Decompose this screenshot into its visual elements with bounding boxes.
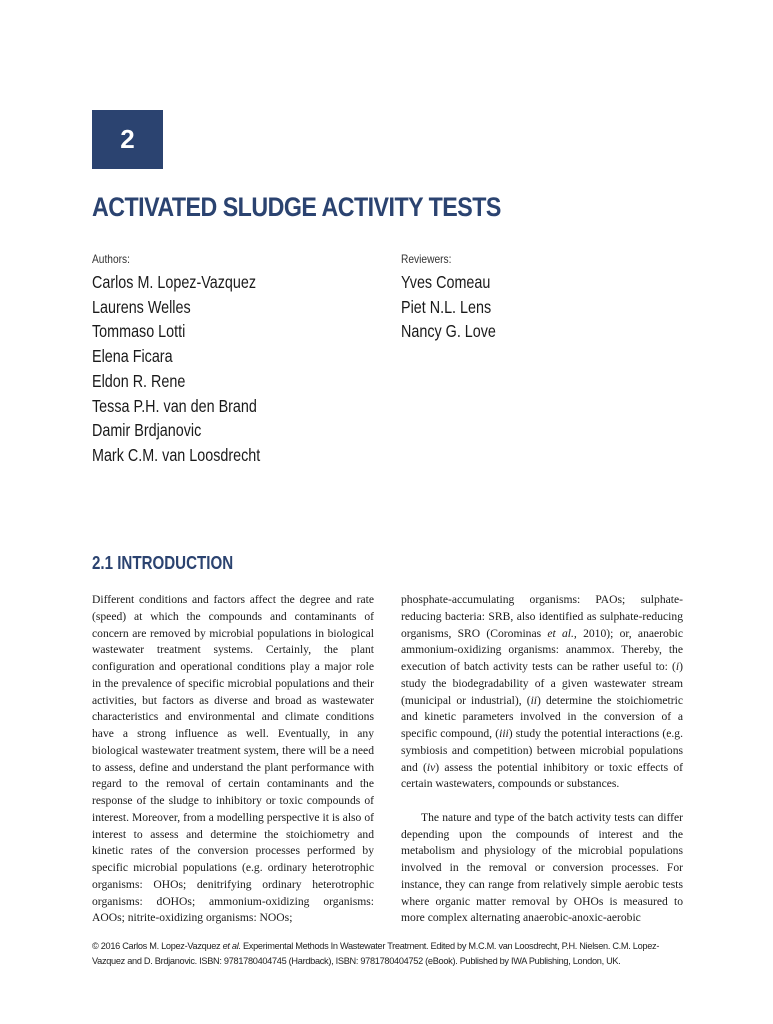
roman-numeral: iii — [499, 727, 509, 740]
roman-numeral: iv — [426, 760, 436, 774]
footer-text: © 2016 Carlos M. Lopez-Vazquez — [92, 941, 223, 951]
section-heading: 2.1 INTRODUCTION — [92, 553, 234, 573]
author-name: Elena Ficara — [92, 346, 173, 367]
authors-label: Authors: — [92, 252, 130, 266]
chapter-number-box — [92, 110, 163, 169]
roman-numeral: i — [675, 660, 680, 673]
body-paragraph — [401, 592, 683, 793]
author-name: Mark C.M. van Loosdrecht — [92, 444, 261, 465]
author-name: Tessa P.H. van den Brand — [92, 395, 257, 416]
text-run: 2010); or, anaerobic ammonium-oxidizing organisms: anammox. Thereby, the execution of batch activity tests can be rather useful to: ( — [401, 626, 683, 673]
authors-list — [92, 252, 297, 468]
author-name: Eldon R. Rene — [92, 370, 186, 391]
author-name: Laurens Welles — [92, 296, 191, 317]
author-name: Tommaso Lotti — [92, 321, 186, 342]
reviewer-name: Nancy G. Love — [401, 321, 496, 342]
body-paragraph: Different conditions and factors affect the degree and rate (speed) at which the compounds and contaminants of concern are removed by microbial populations in biological wastewater treatment systems. Certainly, the plant configuration and operational conditions play a major role in the prevalence of specific microbial populations and their activities, but factors as diverse and broad as wastewater characteristics and environmental and climate conditions have a strong influence as well. Eventually, in any biological wastewater treatment system, there will be a need to assess, define and understand the plant performance with regard to the removal of certain contaminants and the response of the sludge to inhibitory or toxic compounds of interest. Moreover, from a modelling perspective it is also of interest to assess and determine the stoichiometry and kinetic rates of the conversion processes performed by specific microbial populations (e.g. ordinary heterotrophic organisms: OHOs; denitrifying ordinary heterotrophic organisms: dOHOs; ammonium-oxidizing organisms: AOOs; nitrite-oxidizing organisms: NOOs; — [92, 593, 374, 925]
text-run: ) study the biodegradability of a given wastewater stream (municipal or industrial), ( — [401, 660, 683, 707]
reviewers-list — [401, 252, 517, 344]
author-name: Carlos M. Lopez-Vazquez — [92, 272, 257, 292]
text-run: ) study the potential interactions (e.g. symbiosis and competition) between microbial populations and ( — [401, 727, 683, 774]
footer-et-al: et al. — [222, 941, 241, 951]
body-column-left — [92, 592, 374, 927]
reviewer-name: Piet N.L. Lens — [401, 296, 492, 317]
author-name: Damir Brdjanovic — [92, 420, 202, 441]
text-run: ) assess the potential inhibitory or toxic effects of certain wastewaters, compounds or substances. — [401, 760, 683, 791]
chapter-number: 2 — [120, 124, 135, 154]
roman-numeral: ii — [530, 693, 538, 707]
body-column-right — [401, 592, 683, 927]
chapter-title: ACTIVATED SLUDGE ACTIVITY TESTS — [92, 192, 501, 222]
et-al-italic: et al., — [547, 626, 577, 640]
reviewer-name: Yves Comeau — [401, 272, 491, 292]
text-run: phosphate-accumulating organisms: PAOs; sulphate-reducing bacteria: SRB, also identified as sulphate-reducing organisms, SRO (Corominas — [401, 593, 683, 640]
text-run: ) determine the stoichiometric and kinetic parameters involved in the conversion of a specific compound, ( — [401, 693, 683, 740]
footer-text: Experimental Methods In Wastewater Treatment. Edited by M.C.M. van Loosdrecht, P.H. Nielsen. C.M. Lopez-Vazquez and D. Brdjanovic. ISBN: 9781780404745 (Hardback), ISBN: 9781780404752 (eBook). Published by IWA Publishing, London, UK. — [92, 941, 660, 966]
body-paragraph: The nature and type of the batch activity tests can differ depending upon the compounds of interest and the metabolism and physiology of the microbial populations involved in the removal or conversion processes. For instance, they can range from relatively simple aerobic tests where organic matter removal by OHOs is measured to more complex alternating anaerobic-anoxic-aerobic — [401, 810, 683, 925]
copyright-footer — [92, 939, 692, 969]
reviewers-label: Reviewers: — [401, 252, 452, 266]
